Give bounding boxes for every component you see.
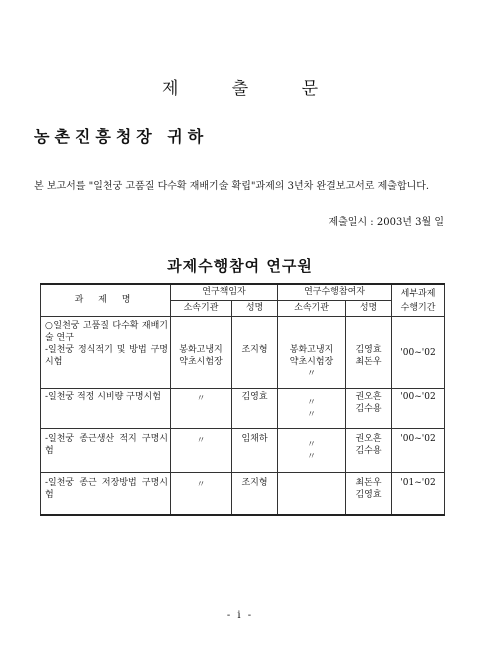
row-project: ○일천궁 고품질 다수확 재배기술 연구 -일천궁 정식적기 및 방법 구명시험 [41, 317, 171, 389]
row-project: -일천궁 종근 저장방법 구명시험 [41, 473, 171, 515]
row-period: '00~'02 [392, 429, 445, 473]
row-part-affiliation: 〃 〃 [278, 429, 346, 473]
table-row [41, 473, 445, 515]
header-period: 세부과제 수행기간 [392, 284, 445, 317]
row-part-affiliation: 봉화고냉지 약초시험장 〃 [278, 317, 346, 389]
row-part-name: 권오흔 김수용 [346, 389, 392, 429]
researcher-table [40, 283, 445, 516]
header-part-name: 성명 [346, 301, 392, 317]
submission-paragraph: 본 보고서를 "일천궁 고품질 다수확 재배기술 확립"과제의 3년차 완결보고서로 제출합니다. [34, 181, 430, 192]
row-lead-name: 조지형 [232, 473, 278, 515]
row-lead-affiliation: 봉화고냉지 약초시험장 [171, 317, 232, 389]
header-project: 과 제 명 [41, 284, 171, 317]
submission-date: 제출일시 : 2003년 3월 일 [328, 217, 444, 228]
row-part-name: 최돈우 김영효 [346, 473, 392, 515]
table-row [41, 317, 445, 389]
header-lead-affiliation: 소속기관 [171, 301, 232, 317]
row-project: -일천궁 종근생산 적지 구명시험 [41, 429, 171, 473]
page-number: - i - [226, 610, 254, 621]
row-part-affiliation: 〃 〃 [278, 389, 346, 429]
row-part-affiliation [278, 473, 346, 515]
row-lead-affiliation: 〃 [171, 389, 232, 429]
row-part-name: 김영효 최돈우 [346, 317, 392, 389]
row-lead-name: 김영효 [232, 389, 278, 429]
row-lead-name: 조지형 [232, 317, 278, 389]
addressee: 농촌진흥청장 귀하 [34, 127, 209, 146]
header-lead-group: 연구책임자 [171, 284, 278, 301]
header-lead-name: 성명 [232, 301, 278, 317]
row-period: '00~'02 [392, 317, 445, 389]
table-row [41, 429, 445, 473]
header-participant-group: 연구수행참여자 [278, 284, 392, 301]
table-title: 과제수행참여 연구원 [167, 257, 313, 275]
table-row [41, 389, 445, 429]
row-lead-name: 임채하 [232, 429, 278, 473]
row-period: '00~'02 [392, 389, 445, 429]
header-part-affiliation: 소속기관 [278, 301, 346, 317]
row-project: -일천궁 적정 시비량 구명시험 [41, 389, 171, 429]
document-title: 제 출 문 [161, 79, 343, 99]
table-header-row-1 [41, 284, 445, 301]
row-period: '01~'02 [392, 473, 445, 515]
row-lead-affiliation: 〃 [171, 429, 232, 473]
row-part-name: 권오흔 김수용 [346, 429, 392, 473]
row-lead-affiliation: 〃 [171, 473, 232, 515]
